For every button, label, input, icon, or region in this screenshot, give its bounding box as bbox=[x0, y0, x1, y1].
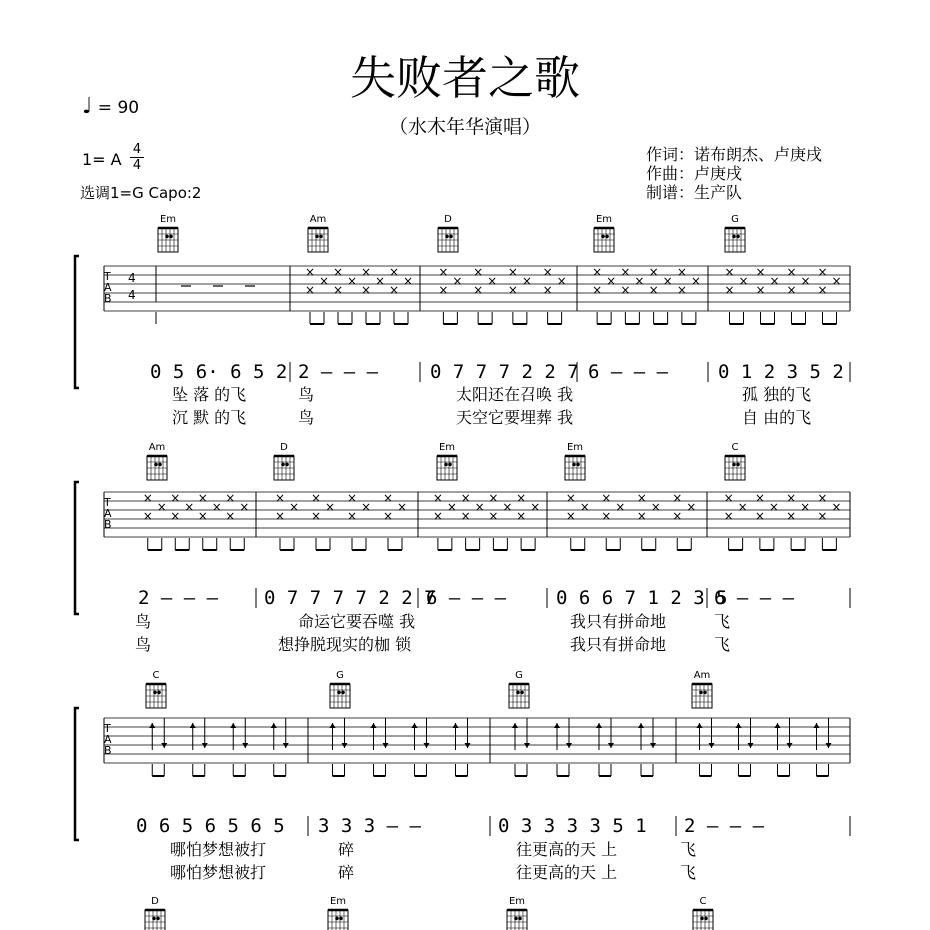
tab-x-note: × bbox=[346, 509, 358, 523]
tab-x-note: × bbox=[502, 500, 513, 514]
strum-arrow-head bbox=[748, 743, 754, 748]
composer: 作曲：卢庚戌 bbox=[646, 164, 743, 183]
chord-diagram-am-label: Am bbox=[693, 670, 711, 681]
chord-diagram-em-grid bbox=[328, 910, 348, 930]
tab-x-note: × bbox=[786, 509, 797, 523]
chord-diagram-em-label: Em bbox=[329, 896, 347, 907]
tab-x-note: × bbox=[239, 500, 250, 514]
chord-diagram-em-dot bbox=[514, 917, 518, 921]
jianpu-notes: 3 3 3 — — bbox=[318, 815, 421, 837]
chord-diagram-em-label: Em bbox=[508, 896, 526, 907]
tab-x-note: × bbox=[636, 509, 647, 523]
lyric-line-1: 飞 bbox=[714, 612, 731, 631]
tab-x-note: × bbox=[396, 500, 408, 514]
tab-x-note: × bbox=[382, 491, 394, 505]
system-bracket bbox=[75, 256, 79, 388]
lyric-line-1: 飞 bbox=[680, 840, 697, 859]
chord-diagram-em-dot bbox=[572, 463, 576, 467]
chord-diagram-c-dot bbox=[732, 463, 736, 467]
tab-x-note: × bbox=[672, 491, 683, 505]
lyric-line-1: 命运它要吞噬 我 bbox=[298, 612, 416, 631]
tab-x-note: × bbox=[304, 265, 316, 279]
tab-x-note: × bbox=[579, 500, 590, 514]
tab-x-note: × bbox=[786, 283, 797, 297]
tab-clef-letter: A bbox=[104, 281, 112, 294]
strum-arrow-head bbox=[342, 743, 348, 748]
jianpu-notes: 2 — — — bbox=[138, 587, 219, 609]
strum-arrow-head bbox=[709, 743, 715, 748]
quarter-note-icon: ♩ bbox=[82, 94, 93, 119]
tab-x-note: × bbox=[488, 491, 499, 505]
tab-x-note: × bbox=[507, 283, 518, 297]
strum-arrow-head bbox=[566, 743, 572, 748]
strum-arrow-head bbox=[161, 743, 167, 748]
jianpu-notes: 0 3 3 3 3 5 1 bbox=[498, 815, 647, 837]
tab-x-note: × bbox=[432, 509, 443, 523]
tab-x-note: × bbox=[738, 274, 749, 288]
tab-clef-letter: A bbox=[104, 733, 112, 746]
chord-diagram-am-dot bbox=[703, 691, 707, 695]
chord-diagram-em-label: Em bbox=[566, 442, 584, 453]
tab-x-note: × bbox=[634, 274, 645, 288]
strum-arrow-head bbox=[230, 723, 236, 728]
tab-clef-letter: T bbox=[104, 270, 111, 283]
chord-diagram-d-dot bbox=[449, 235, 453, 239]
strum-arrow-head bbox=[697, 723, 703, 728]
time-sig-bottom: 4 bbox=[132, 158, 142, 173]
strum-arrow-head bbox=[371, 723, 377, 728]
lyric-line-1: 鸟 bbox=[298, 385, 315, 404]
chord-diagram-em-dot bbox=[335, 917, 339, 921]
tab-x-note: × bbox=[382, 509, 394, 523]
chord-diagram-am-label: Am bbox=[309, 214, 327, 225]
chord-diagram-g-dot bbox=[736, 235, 740, 239]
tab-x-note: × bbox=[197, 509, 208, 523]
tab-x-note: × bbox=[542, 265, 553, 279]
tab-x-note: × bbox=[516, 491, 527, 505]
strum-arrow-head bbox=[775, 723, 781, 728]
tab-x-note: × bbox=[672, 509, 683, 523]
tab-x-note: × bbox=[648, 283, 659, 297]
tab-clef-letter: B bbox=[104, 292, 112, 305]
lyric-line-2: 往更高的天 上 bbox=[516, 863, 618, 882]
tab-x-note: × bbox=[817, 283, 828, 297]
tab-x-note: × bbox=[460, 491, 471, 505]
chord-diagram-em-dot bbox=[601, 235, 605, 239]
chord-diagram-c-dot bbox=[153, 691, 157, 695]
strum-arrow-head bbox=[383, 743, 389, 748]
tab-x-note: × bbox=[620, 283, 631, 297]
lyric-line-1: 鸟 bbox=[135, 612, 152, 631]
tab-x-note: × bbox=[786, 265, 797, 279]
tab-x-note: × bbox=[754, 509, 765, 523]
jianpu-notes: 0 6 6 7 1 2 3 5 bbox=[556, 587, 728, 609]
strum-arrow-head bbox=[202, 743, 208, 748]
tab-x-note: × bbox=[184, 500, 195, 514]
time-sig-top: 4 bbox=[132, 142, 142, 157]
tab-x-note: × bbox=[332, 283, 344, 297]
tab-x-note: × bbox=[754, 491, 765, 505]
lyric-line-1: 往更高的天 上 bbox=[516, 840, 618, 859]
lyric-line-2: 我只有拼命地 bbox=[570, 635, 667, 654]
strum-arrow-head bbox=[330, 723, 336, 728]
tab-x-note: × bbox=[388, 265, 400, 279]
tab-x-note: × bbox=[332, 265, 344, 279]
jianpu-notes: 0 1 2 3 5 2 bbox=[718, 361, 844, 383]
jianpu-notes: 6 — — — bbox=[588, 361, 669, 383]
tab-x-note: × bbox=[432, 491, 443, 505]
strum-arrow-head bbox=[596, 723, 602, 728]
song-title: 失败者之歌 bbox=[350, 51, 580, 105]
lyric-line-1: 孤 独的飞 bbox=[742, 385, 812, 404]
tab-x-note: × bbox=[487, 274, 498, 288]
tab-x-note: × bbox=[601, 509, 612, 523]
tab-x-note: × bbox=[831, 274, 842, 288]
tab-x-note: × bbox=[402, 274, 414, 288]
chord-diagram-am-dot bbox=[158, 463, 162, 467]
chord-diagram-em-grid bbox=[507, 910, 527, 930]
tab-x-note: × bbox=[530, 500, 541, 514]
tab-x-note: × bbox=[686, 500, 697, 514]
strum-arrow-head bbox=[608, 743, 614, 748]
chord-diagram-am-label: Am bbox=[148, 442, 166, 453]
strum-arrow-head bbox=[424, 743, 430, 748]
lyricist: 作词：诺布朗杰、卢庚戌 bbox=[646, 145, 823, 164]
tab-x-note: × bbox=[723, 491, 734, 505]
strum-arrow-head bbox=[453, 723, 459, 728]
chord-diagram-am-dot bbox=[699, 691, 703, 695]
tab-x-note: × bbox=[615, 500, 626, 514]
lyric-line-2: 沉 默 的飞 bbox=[172, 408, 247, 427]
tab-x-note: × bbox=[676, 283, 687, 297]
strum-arrow-head bbox=[638, 723, 644, 728]
lyric-line-1: 坠 落 的飞 bbox=[172, 385, 247, 404]
lyric-line-2: 想挣脱现实的枷 锁 bbox=[278, 635, 412, 654]
tab-x-note: × bbox=[620, 265, 631, 279]
tab-x-note: × bbox=[755, 283, 766, 297]
chord-diagram-d-dot bbox=[281, 463, 285, 467]
chord-diagram-c-dot bbox=[157, 691, 161, 695]
tab-x-note: × bbox=[636, 491, 647, 505]
tab-x-note: × bbox=[768, 500, 779, 514]
tab-x-note: × bbox=[737, 500, 748, 514]
chord-diagram-em-label: Em bbox=[595, 214, 613, 225]
tab-x-note: × bbox=[438, 265, 449, 279]
chord-diagram-g-label: G bbox=[731, 214, 739, 225]
strum-arrow-head bbox=[242, 743, 248, 748]
song-subtitle: （水木年华演唱） bbox=[388, 116, 541, 138]
tab-x-note: × bbox=[142, 491, 153, 505]
chord-diagram-em-dot bbox=[169, 235, 173, 239]
strum-arrow-head bbox=[787, 743, 793, 748]
tab-x-note: × bbox=[786, 491, 797, 505]
tab-x-note: × bbox=[274, 491, 286, 505]
chord-diagram-c-label: C bbox=[699, 896, 707, 907]
tab-x-note: × bbox=[606, 274, 617, 288]
lyric-line-2: 自 由的飞 bbox=[742, 408, 812, 427]
tab-x-note: × bbox=[507, 265, 518, 279]
tab-x-note: × bbox=[170, 509, 181, 523]
tab-x-note: × bbox=[755, 265, 766, 279]
strum-arrow-head bbox=[826, 743, 832, 748]
lyric-line-2: 哪怕梦想被打 bbox=[170, 863, 267, 882]
tab-x-note: × bbox=[156, 500, 167, 514]
chord-diagram-am-dot bbox=[315, 235, 319, 239]
tab-x-note: × bbox=[170, 491, 181, 505]
lyric-line-2: 飞 bbox=[680, 863, 697, 882]
lyric-line-2: 飞 bbox=[714, 635, 731, 654]
tab-x-note: × bbox=[346, 491, 358, 505]
tab-clef-letter: T bbox=[104, 496, 111, 509]
tab-x-note: × bbox=[446, 500, 457, 514]
chord-diagram-g-dot bbox=[516, 691, 520, 695]
tab-x-note: × bbox=[225, 509, 236, 523]
tab-x-note: × bbox=[817, 509, 828, 523]
chord-diagram-d-dot bbox=[156, 917, 160, 921]
chord-diagram-em-dot bbox=[165, 235, 169, 239]
chord-diagram-c-dot bbox=[736, 463, 740, 467]
transcriber: 制谱：生产队 bbox=[646, 183, 743, 202]
strum-arrow-head bbox=[554, 723, 560, 728]
strum-arrow-head bbox=[650, 743, 656, 748]
chord-diagram-g-dot bbox=[341, 691, 345, 695]
tab-x-note: × bbox=[601, 491, 612, 505]
tab-x-note: × bbox=[288, 500, 300, 514]
tab-x-note: × bbox=[650, 500, 661, 514]
chord-diagram-em-dot bbox=[605, 235, 609, 239]
lyric-line-2: 鸟 bbox=[298, 408, 315, 427]
chord-diagram-em-dot bbox=[448, 463, 452, 467]
tab-x-note: × bbox=[324, 500, 336, 514]
tab-x-note: × bbox=[360, 500, 372, 514]
tab-x-note: × bbox=[488, 509, 499, 523]
strum-arrow-head bbox=[190, 723, 196, 728]
chord-diagram-am-dot bbox=[319, 235, 323, 239]
chord-diagram-c-label: C bbox=[152, 670, 160, 681]
chord-diagram-c-dot bbox=[700, 917, 704, 921]
tab-x-note: × bbox=[360, 283, 372, 297]
chord-diagram-em-label: Em bbox=[159, 214, 177, 225]
tab-x-note: × bbox=[452, 274, 463, 288]
tab-x-note: × bbox=[225, 491, 236, 505]
tab-x-note: × bbox=[724, 265, 735, 279]
tab-x-note: × bbox=[800, 500, 811, 514]
tab-x-note: × bbox=[473, 265, 484, 279]
lyric-line-2: 鸟 bbox=[135, 635, 152, 654]
chord-diagram-g-label: G bbox=[336, 670, 344, 681]
tab-x-note: × bbox=[274, 509, 286, 523]
strum-arrow-head bbox=[412, 723, 418, 728]
tab-x-note: × bbox=[542, 283, 553, 297]
tab-x-note: × bbox=[310, 509, 322, 523]
tab-x-note: × bbox=[592, 283, 603, 297]
chord-diagram-c-grid bbox=[693, 910, 713, 930]
chord-diagram-em-dot bbox=[576, 463, 580, 467]
chord-diagram-g-dot bbox=[520, 691, 524, 695]
tab-x-note: × bbox=[592, 265, 603, 279]
tab-x-note: × bbox=[516, 509, 527, 523]
tab-x-note: × bbox=[648, 265, 659, 279]
strum-arrow-head bbox=[283, 743, 289, 748]
tab-x-note: × bbox=[374, 274, 386, 288]
tab-x-note: × bbox=[723, 509, 734, 523]
capo-info: 选调1=G Capo:2 bbox=[80, 184, 202, 202]
lyric-line-1: 太阳还在召唤 我 bbox=[456, 385, 574, 404]
strum-arrow-head bbox=[814, 723, 820, 728]
chord-diagram-d-label: D bbox=[444, 214, 452, 225]
chord-diagram-g-dot bbox=[337, 691, 341, 695]
tab-x-note: × bbox=[473, 283, 484, 297]
tab-x-note: × bbox=[142, 509, 153, 523]
tab-time-sig: 4 bbox=[128, 288, 136, 302]
jianpu-notes: 6 — — — bbox=[714, 587, 795, 609]
tab-x-note: × bbox=[460, 509, 471, 523]
lyric-line-1: 我只有拼命地 bbox=[570, 612, 667, 631]
strum-arrow-head bbox=[149, 723, 155, 728]
tab-x-note: × bbox=[831, 500, 842, 514]
jianpu-notes: 0 5 6· 6 5 2 bbox=[150, 361, 288, 383]
tab-x-note: × bbox=[769, 274, 780, 288]
tab-x-note: × bbox=[662, 274, 673, 288]
tab-clef-letter: A bbox=[104, 507, 112, 520]
key-signature: 1= A bbox=[82, 150, 122, 169]
system-bracket bbox=[75, 482, 79, 614]
tab-x-note: × bbox=[817, 491, 828, 505]
chord-diagram-d-label: D bbox=[280, 442, 288, 453]
tab-x-note: × bbox=[310, 491, 322, 505]
tab-x-note: × bbox=[346, 274, 358, 288]
chord-diagram-g-label: G bbox=[515, 670, 523, 681]
tab-clef-letter: B bbox=[104, 744, 112, 757]
tab-x-note: × bbox=[318, 274, 330, 288]
jianpu-notes: 0 7 7 7 7 2 2 7 bbox=[264, 587, 436, 609]
chord-diagram-d-dot bbox=[285, 463, 289, 467]
chord-diagram-c-dot bbox=[704, 917, 708, 921]
tab-x-note: × bbox=[676, 265, 687, 279]
strum-arrow-head bbox=[524, 743, 530, 748]
lyric-line-1: 碎 bbox=[338, 840, 355, 859]
jianpu-notes: 0 7 7 7 2 2 7 bbox=[430, 361, 579, 383]
chord-diagram-g-dot bbox=[732, 235, 736, 239]
tab-x-note: × bbox=[724, 283, 735, 297]
lyric-line-1: 哪怕梦想被打 bbox=[170, 840, 267, 859]
jianpu-notes: 0 6 5 6 5 6 5 bbox=[136, 815, 285, 837]
tab-x-note: × bbox=[388, 283, 400, 297]
chord-diagram-em-dot bbox=[339, 917, 343, 921]
tab-x-note: × bbox=[438, 283, 449, 297]
tab-x-note: × bbox=[817, 265, 828, 279]
tab-x-note: × bbox=[211, 500, 222, 514]
tab-x-note: × bbox=[197, 491, 208, 505]
chord-diagram-d-dot bbox=[445, 235, 449, 239]
tab-x-note: × bbox=[565, 491, 576, 505]
tab-x-note: × bbox=[521, 274, 532, 288]
strum-arrow-head bbox=[736, 723, 742, 728]
tab-x-note: × bbox=[304, 283, 316, 297]
chord-diagram-c-label: C bbox=[731, 442, 739, 453]
strum-arrow-head bbox=[512, 723, 518, 728]
tab-clef-letter: T bbox=[104, 722, 111, 735]
tab-clef-letter: B bbox=[104, 518, 112, 531]
chord-diagram-em-dot bbox=[518, 917, 522, 921]
tab-x-note: × bbox=[690, 274, 701, 288]
jianpu-notes: 2 — — — bbox=[684, 815, 765, 837]
system-bracket bbox=[75, 708, 79, 840]
tab-x-note: × bbox=[565, 509, 576, 523]
tab-x-note: × bbox=[474, 500, 485, 514]
tab-x-note: × bbox=[800, 274, 811, 288]
chord-diagram-d-grid bbox=[145, 910, 165, 930]
chord-diagram-am-dot bbox=[154, 463, 158, 467]
lyric-line-2: 碎 bbox=[338, 863, 355, 882]
tab-time-sig: 4 bbox=[128, 271, 136, 285]
chord-diagram-em-label: Em bbox=[438, 442, 456, 453]
lyric-line-2: 天空它要埋葬 我 bbox=[456, 408, 574, 427]
jianpu-notes: 6 — — — bbox=[426, 587, 507, 609]
chord-diagram-d-label: D bbox=[151, 896, 159, 907]
jianpu-notes: 2 — — — bbox=[298, 361, 379, 383]
tab-x-note: × bbox=[556, 274, 567, 288]
chord-diagram-d-dot bbox=[152, 917, 156, 921]
tab-x-note: × bbox=[360, 265, 372, 279]
strum-arrow-head bbox=[271, 723, 277, 728]
strum-arrow-head bbox=[465, 743, 471, 748]
tempo-value: = 90 bbox=[97, 98, 140, 118]
chord-diagram-em-dot bbox=[444, 463, 448, 467]
